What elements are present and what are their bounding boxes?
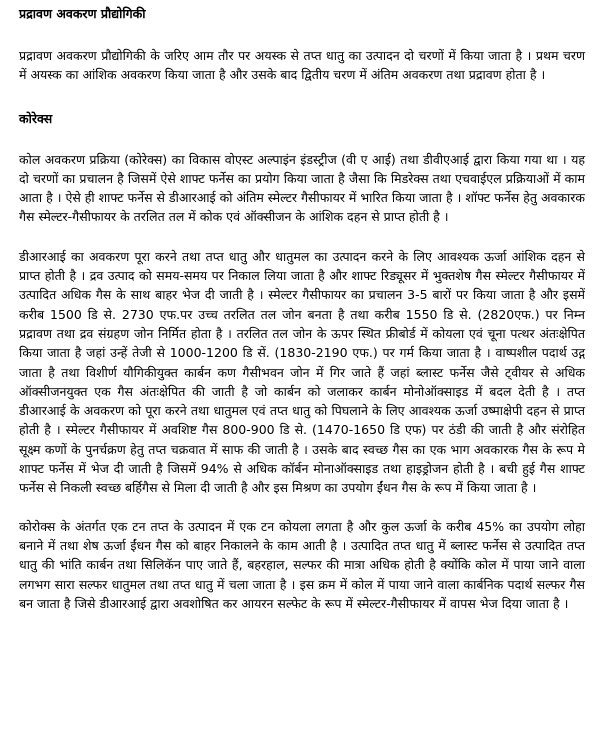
document-page bbox=[19, 4, 585, 613]
corex-paragraph-3: कोरोक्स के अंतर्गत एक टन तप्त के उत्पादन में एक टन कोयला लगता है और कुल ऊर्जा के करीब 45% का उपयोग लोहा बनाने में तथा शेष ऊर्जा ईंधन गैस को बाहर निकालने के काम आती है । उत्पादित तप्त धातु में ब्लास्ट फर्नेस से उत्पादित तप्त धातु की भांति कार्बन तथा सिलिकॅन पाए जाते हैं, बहरहाल, सल्फर की मात्रा अधिक होती है क्योंकि कोल में पाया जाने वाला लगभग सारा सल्फर धातुमल तथा तप्त धातु में चला जाता है । इस क्रम में कोल में पाया जाने वाला कार्बनिक पदार्थ सल्फर गैस बन जाता है जिसे डीआरआई द्वारा अवशोषित कर आयरन सल्फेट के रूप में स्मेल्टर-गैसीफायर में वापस भेज दिया जाता है । bbox=[19, 518, 585, 611]
document-title: प्रद्रावण अवकरण प्रौद्योगिकी bbox=[19, 6, 146, 21]
spacer bbox=[19, 23, 585, 46]
corex-paragraph-1: कोल अवकरण प्रक्रिया (कोरेक्स) का विकास वोएस्ट अल्पाइंन इंडस्ट्रीज (वी ए आई) तथा डीवीएआई द्वारा किया गया था । यह दो चरणों का प्रचालन है जिसमें ऐसे शाफ्ट फर्नेस का प्रयोग किया जाता है जैसा कि मिडरेक्स तथा एचवाईएल प्रक्रियाओं में काम आता है । ऐसे ही शाफ्ट फर्नेस से डीआरआई को अंतिम स्मेल्टर गैसीफायर में भारित किया जाता है । शॉफ्ट फर्नेस हेतु अवकारक गैस स्मेल्टर-गैसीफायर के तरलित तल में कोक एवं ऑक्सीजन के आंशिक दहन से प्राप्त होती है । bbox=[19, 151, 585, 225]
spacer bbox=[19, 227, 585, 247]
spacer bbox=[19, 498, 585, 517]
intro-paragraph: प्रद्रावण अवकरण प्रौद्योगिकी के जरिए आम तौर पर अयस्क से तप्त धातु का उत्पादन दो चरणों में किया जाता है । प्रथम चरण में अयस्क का आंशिक अवकरण किया जाता है और उसके बाद द्वितीय चरण में अंतिम अवकरण तथा प्रद्रावण होता है । bbox=[19, 48, 585, 83]
spacer bbox=[19, 85, 585, 109]
corex-paragraph-2: डीआरआई का अवकरण पूरा करने तथा तप्त धातु और धातुमल का उत्पादन करने के लिए आवश्यक ऊर्जा आंशिक दहन से प्राप्त होती है । द्रव उत्पाद को समय-समय पर निकाल लिया जाता है और शाफ्ट रिड्यूसर में भुक्तशेष गैस स्मेल्टर गैसीफायर में उत्पादित अधिक गैस के साथ बाहर भेज दी जाती है । स्मेल्टर गैसीफायर का प्रचालन 3-5 बारों पर किया जाता है और इसमें करीब 1500 डि से. 2730 एफ.पर उच्च तरलित तल जोन बनता है तथा करीब 1550 डि से. (2820एफ.) पर निम्न प्रद्रावण तथा द्रव संग्रहण जोन निर्मित होता है । तरलित तल जोन के ऊपर स्थित फ्रीबोर्ड में कोयला एवं चूना पत्थर अंतःक्षेपित किया जाता है जहां उन्हें तेजी से 1000-1200 डि सें. (1830-2190 एफ.) पर गर्म किया जाता है । वाष्पशील पदार्थ उद्ग जाता है तथा विशीर्ण यौगिकीयुक्त कार्बन कण गैसीभवन जोन में गिर जाते हैं जहां ब्लास्ट फर्नेस जैसे ट्वीयर से अधिक ऑक्सीजनयुक्त एक गैस अंतःक्षेपित की जाती है जो कार्बन को जलाकर कार्बन मोनोऑक्साइड में बदल देती है । तप्त डीआरआई के अवकरण को पूरा करने तथा धातुमल एवं तप्त धातु को पिघलाने के लिए आवश्यक ऊर्जा उष्माक्षेपी दहन से प्राप्त होती है । स्मेल्टर गैसीफायर में अवशिष्ट गैस 800-900 डि से. (1470-1650 डि एफ) पर ठंडी की जाती है और संरोहित सूक्ष्म कणों के पुनर्चक्रण हेतु तप्त चक्रवात में साफ की जाती है । उसके बाद स्वच्छ गैस का एक भाग अवकारक गैस के रूप मे शाफ्ट फर्नेस में भेज दी जाती है जिसमें 94% से अधिक कॉर्बन मोनाऑक्साइड तथा हाइड्रोजन होती है । बची हुई गैस शाफ्ट फर्नेस से निकली स्वच्छ बर्हिगैस से मिला दी जाती है और इस मिश्रण का उपयोग ईंधन गैस के रूप में किया जाता है । bbox=[19, 248, 585, 496]
spacer bbox=[19, 128, 585, 150]
section-heading-corex: कोरेक्स bbox=[19, 110, 53, 126]
